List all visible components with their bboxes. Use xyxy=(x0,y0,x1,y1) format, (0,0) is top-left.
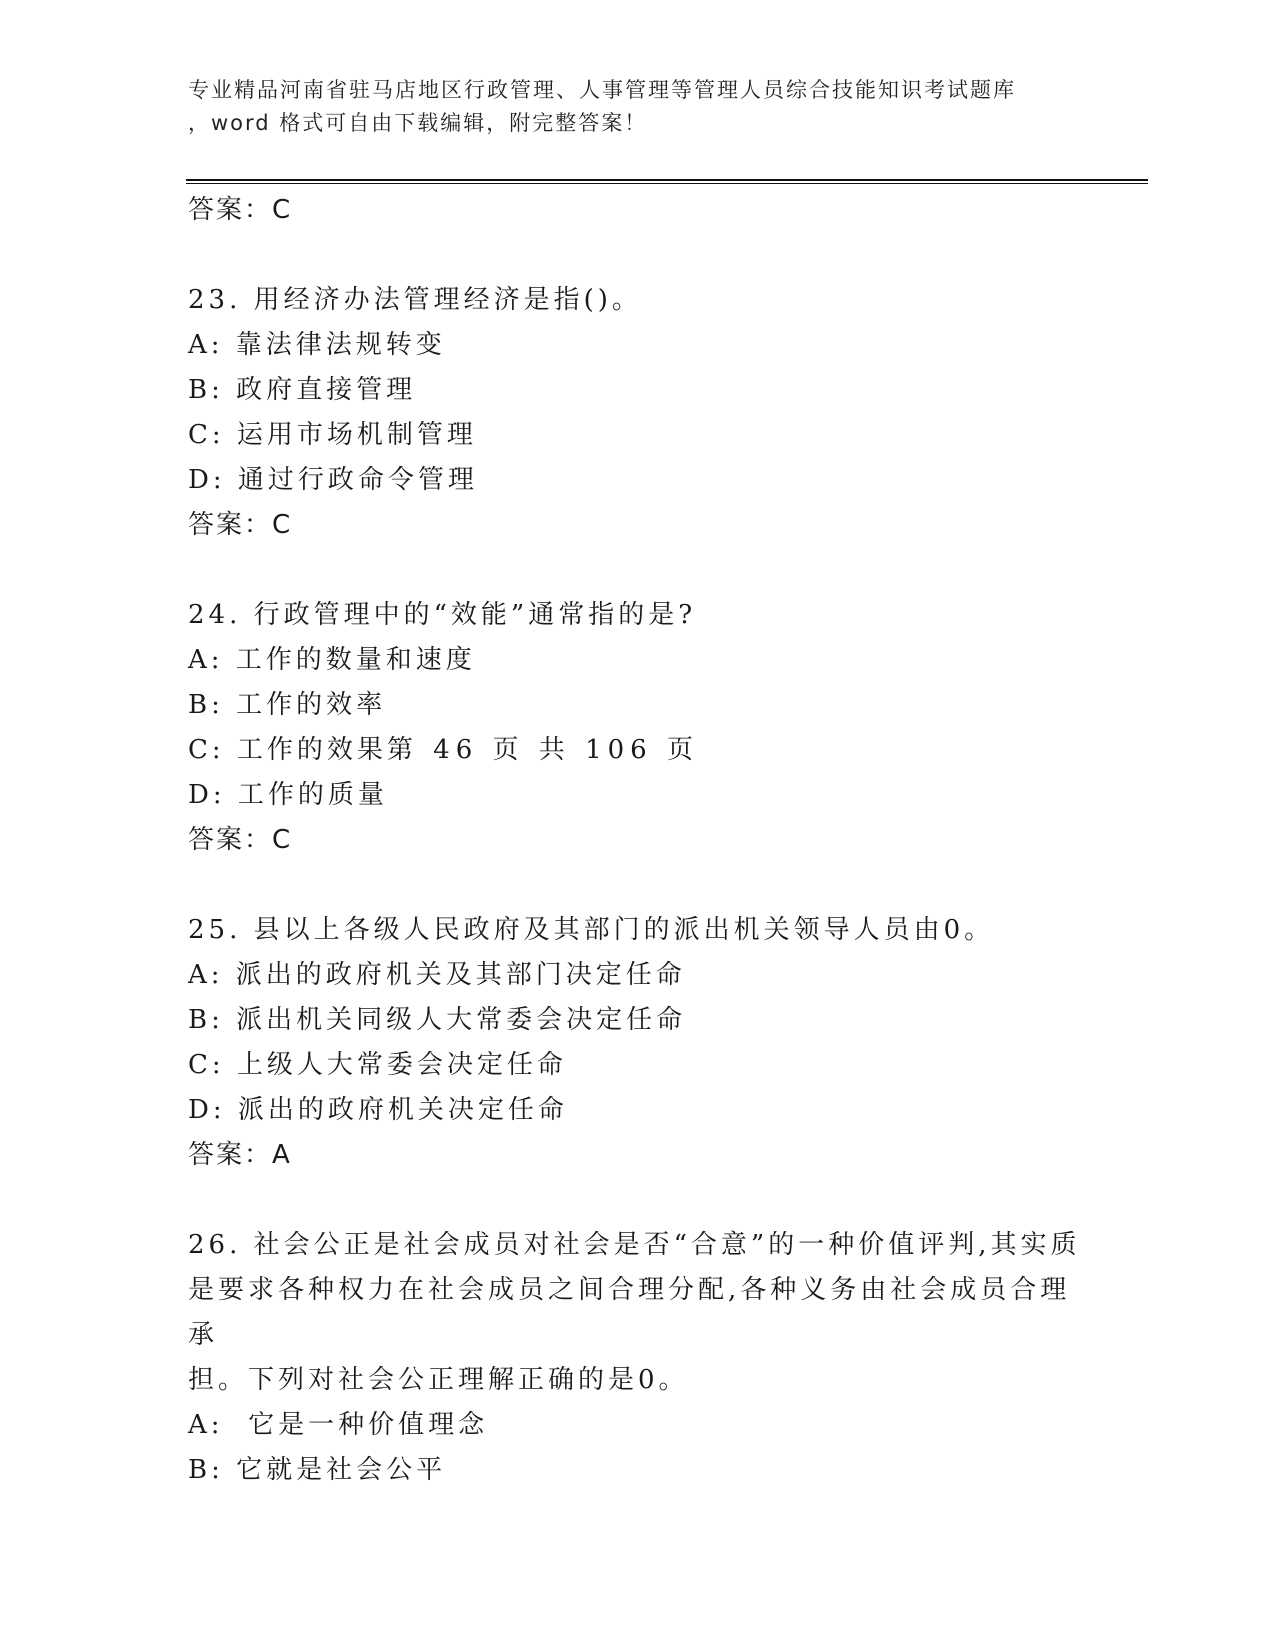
question-24 xyxy=(188,593,1088,863)
question-stem: 23. 用经济办法管理经济是指()。 xyxy=(188,285,642,315)
option-b: B: 工作的效率 xyxy=(188,690,387,720)
option-b: B: 派出机关同级人大常委会决定任命 xyxy=(188,1005,687,1035)
option-d: D: 通过行政命令管理 xyxy=(188,465,478,495)
option-c: C: 运用市场机制管理 xyxy=(188,420,477,450)
answer-line: 答案：A xyxy=(188,1140,292,1170)
question-list xyxy=(188,188,1088,1493)
header-divider-thin xyxy=(186,183,1148,184)
spacer xyxy=(188,1178,1088,1223)
option-a: A: 派出的政府机关及其部门决定任命 xyxy=(188,960,686,990)
option-c-with-page-footer xyxy=(188,728,1088,773)
answer-line: 答案：C xyxy=(188,825,293,855)
question-25 xyxy=(188,908,1088,1178)
spacer xyxy=(188,863,1088,908)
option-a: A: 靠法律法规转变 xyxy=(188,330,446,360)
question-stem: 24. 行政管理中的“效能”通常指的是? xyxy=(188,600,697,630)
option-c: C: 上级人大常委会决定任命 xyxy=(188,1050,567,1080)
option-d: D: 工作的质量 xyxy=(188,780,388,810)
option-a: A: 工作的数量和速度 xyxy=(188,645,476,675)
header-divider-thick xyxy=(186,179,1148,181)
spacer xyxy=(188,548,1088,593)
header-line-2: ，word 格式可自由下载编辑，附完整答案！ xyxy=(188,111,648,135)
page-number-footer: 第 46 页 共 106 页 xyxy=(386,735,699,765)
answer-line: 答案：C xyxy=(188,510,293,540)
question-stem-line-2: 是要求各种权力在社会成员之间合理分配,各种义务由社会成员合理承 xyxy=(188,1275,1071,1350)
option-c: C: 工作的效果 xyxy=(188,735,387,765)
document-header xyxy=(188,74,1088,140)
option-d: D: 派出的政府机关决定任命 xyxy=(188,1095,568,1125)
question-stem-line-3: 担。下列对社会公正理解正确的是0。 xyxy=(188,1365,689,1395)
previous-answer: 答案：C xyxy=(188,195,293,225)
option-b: B: 政府直接管理 xyxy=(188,375,417,405)
option-b: B: 它就是社会公平 xyxy=(188,1455,447,1485)
spacer xyxy=(188,233,1088,278)
question-stem-line-1: 26. 社会公正是社会成员对社会是否“合意”的一种价值评判,其实质 xyxy=(188,1230,1081,1260)
header-line-1: 专业精品河南省驻马店地区行政管理、人事管理等管理人员综合技能知识考试题库 xyxy=(188,78,1016,102)
option-a: A: 它是一种价值理念 xyxy=(188,1410,489,1440)
question-26 xyxy=(188,1223,1088,1493)
question-23 xyxy=(188,278,1088,548)
question-stem: 25. 县以上各级人民政府及其部门的派出机关领导人员由0。 xyxy=(188,915,995,945)
